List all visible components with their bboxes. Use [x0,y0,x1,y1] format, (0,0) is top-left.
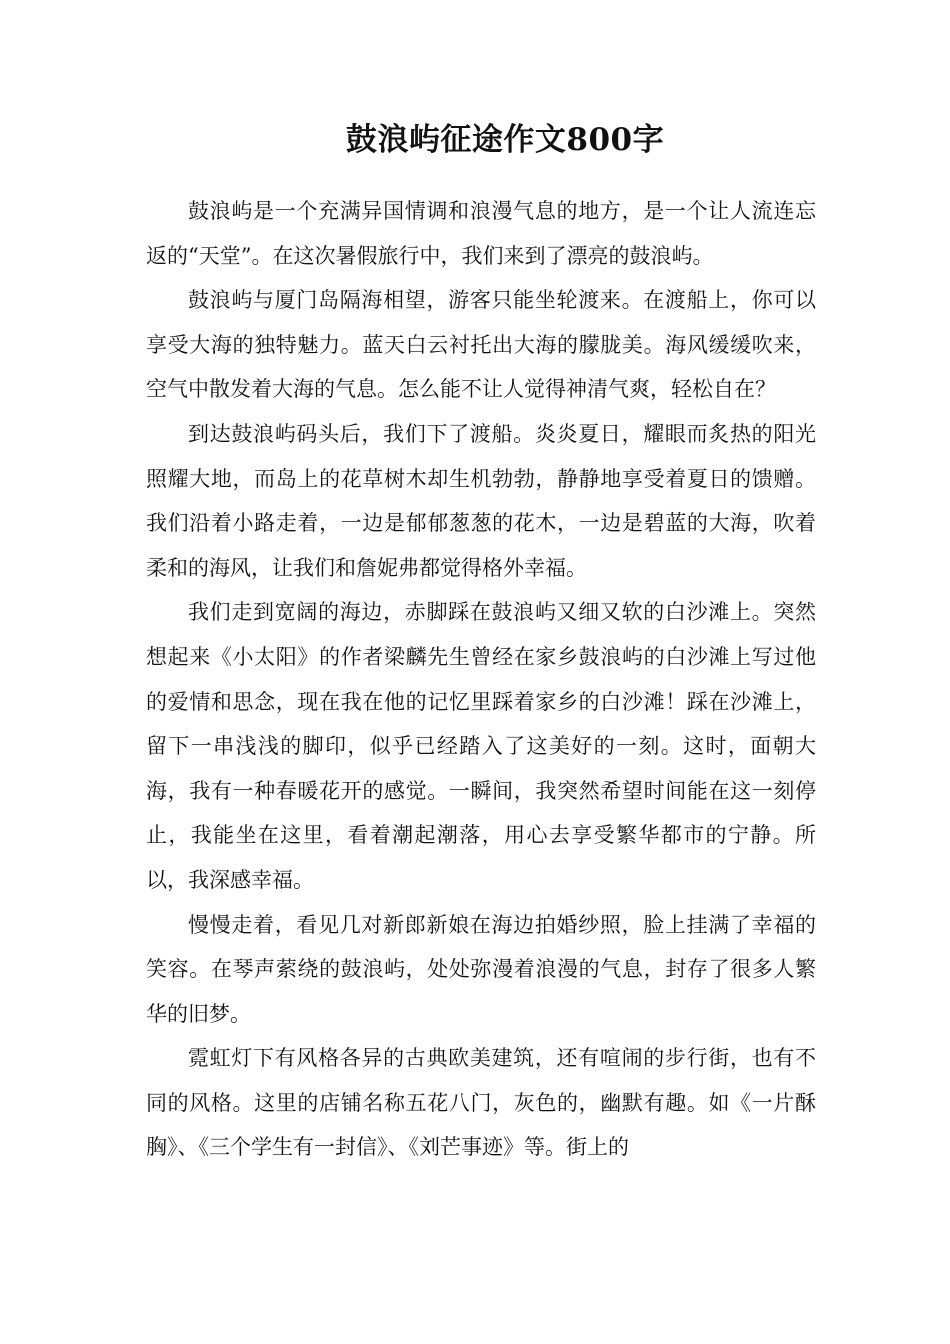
document-title: 鼓浪屿征途作文800字 [345,122,665,158]
paragraph-5: 慢慢走着，看见几对新郎新娘在海边拍婚纱照，脸上挂满了幸福的笑容。在琴声萦绕的鼓浪屿，处处弥漫着浪漫的气息，封存了很多人繁华的旧梦。 [146,912,816,1026]
paragraph-6: 霓虹灯下有风格各异的古典欧美建筑，还有喧闹的步行街，也有不同的风格。这里的店铺名称五花八门，灰色的，幽默有趣。如《一片酥胸》、《三个学生有一封信》、《刘芒事迹》等。街上的 [146,1046,816,1160]
document-body [146,189,816,1170]
paragraph-3: 到达鼓浪屿码头后，我们下了渡船。炎炎夏日，耀眼而炙热的阳光照耀大地，而岛上的花草树木却生机勃勃，静静地享受着夏日的馈赠。我们沿着小路走着，一边是郁郁葱葱的花木，一边是碧蓝的大海，吹着柔和的海风，让我们和詹妮弗都觉得格外幸福。 [146,421,816,580]
paragraph-4: 我们走到宽阔的海边，赤脚踩在鼓浪屿又细又软的白沙滩上。突然想起来《小太阳》的作者梁麟先生曾经在家乡鼓浪屿的白沙滩上写过他的爱情和思念，现在我在他的记忆里踩着家乡的白沙滩！踩在沙滩上，留下一串浅浅的脚印，似乎已经踏入了这美好的一刻。这时，面朝大海，我有一种春暖花开的感觉。一瞬间，我突然希望时间能在这一刻停止，我能坐在这里，看着潮起潮落，用心去享受繁华都市的宁静。所以，我深感幸福。 [146,600,816,892]
paragraph-2: 鼓浪屿与厦门岛隔海相望，游客只能坐轮渡来。在渡船上，你可以享受大海的独特魅力。蓝天白云衬托出大海的朦胧美。海风缓缓吹来，空气中散发着大海的气息。怎么能不让人觉得神清气爽，轻松自在？ [146,288,816,402]
paragraph-1: 鼓浪屿是一个充满异国情调和浪漫气息的地方，是一个让人流连忘返的“天堂”。在这次暑假旅行中，我们来到了漂亮的鼓浪屿。 [146,199,816,268]
